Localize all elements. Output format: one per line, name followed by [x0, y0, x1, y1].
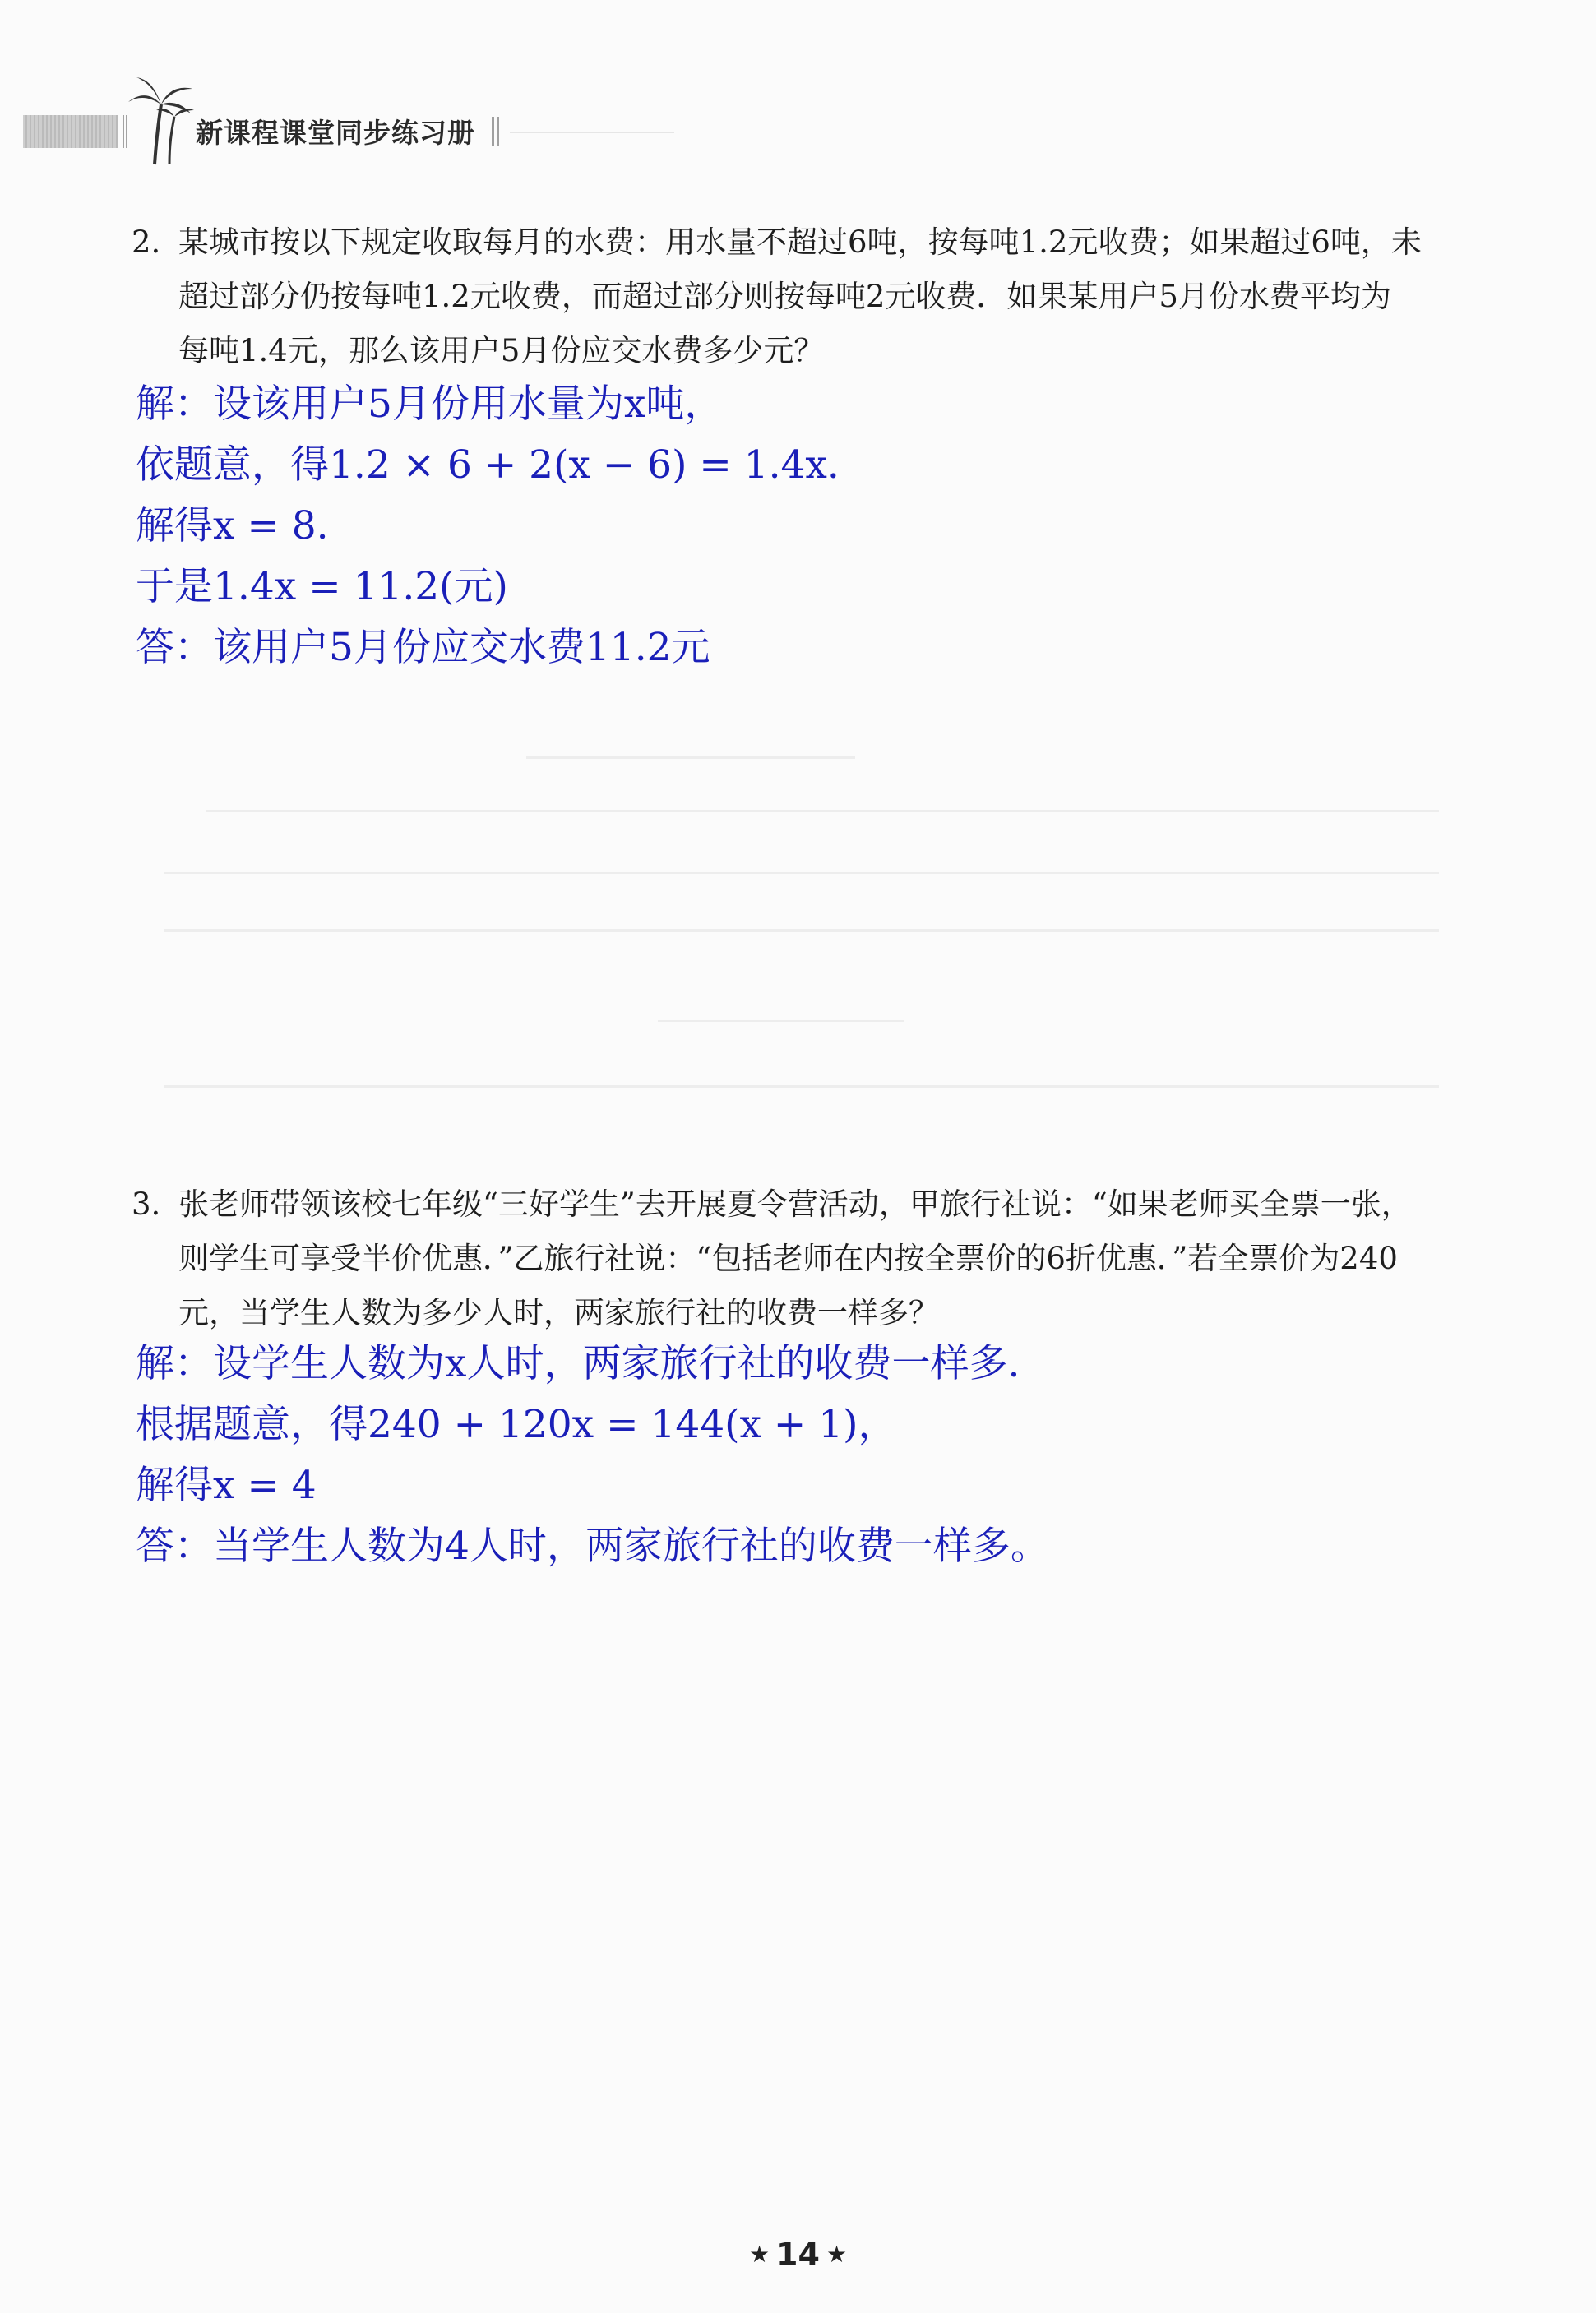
question-number: 3.: [132, 1187, 161, 1222]
question-2: [132, 215, 1497, 378]
bleed-through-mark: [164, 872, 1439, 874]
answer-line: 解得x = 4: [136, 1463, 317, 1508]
question-text: 某城市按以下规定收取每月的水费：用水量不超过6吨，按每吨1.2元收费；如果超过6吨，未: [178, 224, 1422, 260]
question-number: 2.: [132, 224, 161, 260]
answer-line: 解：设该用户5月份用水量为x吨，: [136, 382, 724, 427]
answer-line: 根据题意，得240 + 120x = 144(x + 1)，: [136, 1402, 897, 1447]
bleed-through-mark: [206, 810, 1439, 812]
question-line: 则学生可享受半价优惠．”乙旅行社说：“包括老师在内按全票价的6折优惠．”若全票价为240: [178, 1241, 1398, 1276]
question-line: 每吨1.4元，那么该用户5月份应交水费多少元？: [178, 333, 825, 368]
answer-2: [136, 374, 1451, 678]
star-icon: ★: [748, 2241, 770, 2268]
header-divider: [510, 132, 674, 133]
page-footer: [0, 2237, 1596, 2273]
question-text: 张老师带领该校七年级“三好学生”去开展夏令营活动，甲旅行社说：“如果老师买全票一张，: [178, 1187, 1412, 1222]
bleed-through-mark: [164, 1085, 1439, 1088]
question-line: 超过部分仍按每吨1.2元收费，而超过部分则按每吨2元收费．如果某用户5月份水费平均为: [178, 279, 1391, 314]
question-line: 元，当学生人数为多少人时，两家旅行社的收费一样多？: [178, 1295, 939, 1330]
question-line: [132, 1177, 1497, 1232]
bleed-through-mark: [164, 929, 1439, 932]
answer-line: 解：设学生人数为x人时，两家旅行社的收费一样多.: [136, 1341, 1020, 1386]
header-decoration-bar: [23, 115, 118, 148]
answer-line: 解得x = 8.: [136, 503, 329, 548]
page-header: [0, 99, 1596, 164]
star-icon: ★: [826, 2241, 848, 2268]
answer-3: [136, 1334, 1451, 1577]
answer-line: 答：当学生人数为4人时，两家旅行社的收费一样多。: [136, 1524, 1049, 1569]
bleed-through-mark: [526, 756, 855, 759]
answer-line: 依题意，得1.2 × 6 + 2(x − 6) = 1.4x.: [136, 442, 840, 488]
question-line: [132, 215, 1497, 270]
answer-line: 于是1.4x = 11.2(元): [136, 564, 508, 609]
header-decoration-bar-right: [492, 117, 502, 146]
workbook-title: 新课程课堂同步练习册: [196, 117, 475, 149]
bleed-through-mark: [658, 1020, 904, 1022]
answer-line: 答：该用户5月份应交水费11.2元: [136, 625, 710, 670]
page-number: 14: [776, 2237, 820, 2273]
palm-tree-icon: [122, 67, 196, 166]
question-3: [132, 1177, 1497, 1340]
